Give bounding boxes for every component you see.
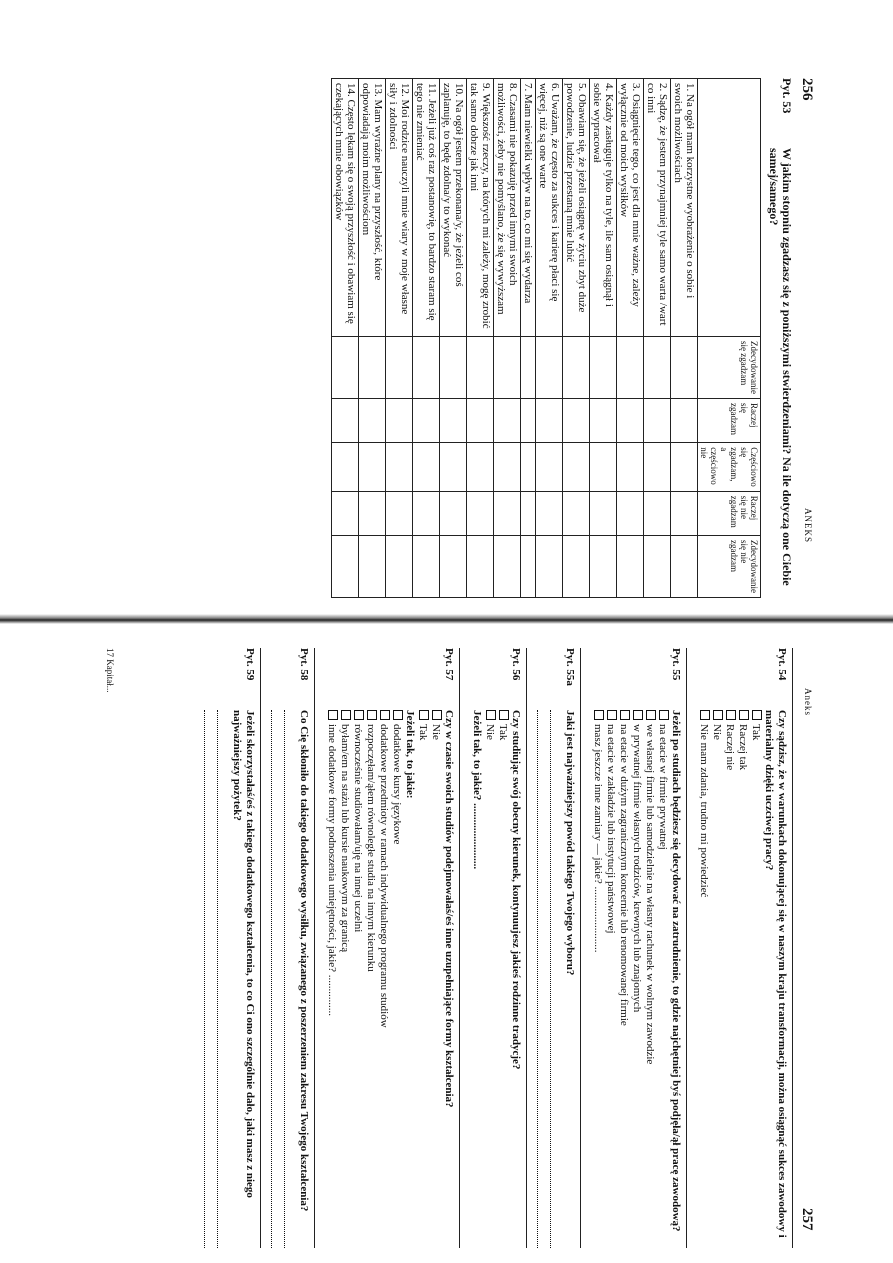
answer-cell[interactable] — [563, 337, 590, 399]
table-row — [332, 79, 359, 598]
page-number-left: 256 — [799, 78, 815, 101]
answer-cell[interactable] — [521, 398, 536, 442]
answer-cell[interactable] — [617, 535, 644, 597]
answer-cell[interactable] — [671, 398, 698, 442]
table-row — [590, 79, 617, 598]
checkbox-icon[interactable] — [367, 710, 377, 720]
answer-cell[interactable] — [413, 491, 440, 535]
answer-cell[interactable] — [359, 443, 386, 492]
checkbox-icon[interactable] — [713, 710, 723, 720]
table-row — [440, 79, 467, 598]
column-header: Raczej się zgadzam — [698, 398, 761, 442]
answer-cell[interactable] — [644, 491, 671, 535]
answer-option[interactable] — [338, 710, 351, 1248]
answer-option[interactable] — [325, 710, 338, 1248]
answer-cell[interactable] — [413, 535, 440, 597]
answer-option[interactable] — [749, 710, 762, 1248]
questions-list — [194, 648, 793, 1248]
option-label: Nie — [711, 724, 723, 740]
question-block — [581, 648, 687, 1248]
grid-header-row — [698, 79, 761, 598]
option-label: byłam/em na stażu lub kursie naukowym za granicą — [339, 724, 351, 953]
answer-cell[interactable] — [359, 337, 386, 399]
answer-line[interactable] — [550, 710, 563, 1248]
option-label: masz jeszcze inne zamiary — jakie? ........................ — [592, 724, 604, 953]
question-number: Pyt. 59 — [244, 648, 256, 681]
question-number: Pyt. 57 — [443, 648, 455, 681]
page-gutter — [0, 614, 893, 624]
answer-cell[interactable] — [536, 535, 563, 597]
answer-option[interactable] — [364, 710, 377, 1248]
answer-cell[interactable] — [521, 443, 536, 492]
statement-cell: 12. Moi rodzice nauczyli mnie wiary w moje własne siły i zdolności — [386, 79, 413, 337]
table-row — [521, 79, 536, 598]
checkbox-icon[interactable] — [607, 710, 617, 720]
answer-cell[interactable] — [413, 443, 440, 492]
answer-option[interactable] — [429, 710, 442, 1248]
option-label: rozpoczęłam/ąłem równoległe studia na innym kierunku — [365, 724, 377, 972]
answer-cell[interactable] — [563, 535, 590, 597]
answer-option[interactable] — [710, 710, 723, 1248]
footnote: 17 Kapitał... — [105, 648, 115, 693]
column-header: Zdecydowanie się zgadzam — [698, 337, 761, 399]
answer-cell[interactable] — [617, 491, 644, 535]
answer-cell[interactable] — [359, 398, 386, 442]
answer-cell[interactable] — [536, 337, 563, 399]
answer-option[interactable] — [617, 710, 630, 1248]
checkbox-icon[interactable] — [380, 710, 390, 720]
answer-option[interactable] — [630, 710, 643, 1248]
answer-cell[interactable] — [332, 491, 359, 535]
table-row — [494, 79, 521, 598]
table-row — [671, 79, 698, 598]
question-text: Czy studiując swój obecny kierunek, kontynuujesz jakieś rodzinne tradycje? — [510, 710, 522, 1070]
statement-cell: 6. Uważam, że często za sukces i karierę płaci się więcej, niż są one warte — [536, 79, 563, 337]
option-label: na etacie w dużym zagranicznym koncernie lub renomowanej firmie — [618, 724, 630, 1026]
table-row — [563, 79, 590, 598]
statement-cell: 3. Osiągnięcie tego, co jest dla mnie ważne, zależy wyłącznie od moich wysiłków — [617, 79, 644, 337]
answer-cell[interactable] — [467, 443, 494, 492]
answer-cell[interactable] — [494, 398, 521, 442]
answer-cell[interactable] — [536, 398, 563, 442]
checkbox-icon[interactable] — [620, 710, 630, 720]
answer-option[interactable] — [351, 710, 364, 1248]
question-block — [687, 648, 793, 1248]
checkbox-icon[interactable] — [739, 710, 749, 720]
answer-cell[interactable] — [386, 491, 413, 535]
option-label: Nie mam zdania, trudno mi powiedzieć — [698, 724, 710, 898]
question-text: Jeżeli skorzystałaś/eś z takiego dodatkowego kształcenia, to co Ci ono szczególnie dało, jaki masz z niego najważniejszy pożytek? — [231, 710, 256, 1198]
option-label: dodatkowe kursy językowe — [391, 724, 403, 845]
question-block — [315, 648, 460, 1248]
answer-cell[interactable] — [563, 443, 590, 492]
table-row — [617, 79, 644, 598]
question-text: Jeżeli po studiach będziesz się decydować na zatrudnienie, to gdzie najchętniej byś podjęła/ął pracę zawodową? — [670, 710, 682, 1232]
statement-header — [698, 79, 761, 337]
question-number: Pyt. 56 — [510, 648, 522, 681]
column-header: Częściowo się zgadzam, a częściowo nie — [698, 443, 761, 492]
column-header: Raczej się nie zgadzam — [698, 491, 761, 535]
checkbox-icon[interactable] — [646, 710, 656, 720]
statement-cell: 14. Często lękam się o swoją przyszłość i obawiam się czekających mnie obowiązków — [332, 79, 359, 337]
answer-option[interactable] — [736, 710, 749, 1248]
answer-cell[interactable] — [644, 535, 671, 597]
statement-cell: 13. Mam wyraźne plany na przyszłość, które odpowiadają moim możliwościom — [359, 79, 386, 337]
option-label: Nie — [430, 724, 442, 740]
answer-cell[interactable] — [467, 398, 494, 442]
answer-option[interactable] — [697, 710, 710, 1248]
statement-cell: 5. Obawiam się, że jeżeli osiągnę w życiu zbyt duże powodzenie, ludzie przestaną mnie lubić — [563, 79, 590, 337]
question-text: Czy w czasie swoich studiów podejmowałaś/eś inne uzupełniające formy kształcenia? — [443, 710, 455, 1108]
running-head-right: Aneks — [803, 688, 813, 716]
answer-cell[interactable] — [386, 398, 413, 442]
answer-cell[interactable] — [413, 337, 440, 399]
answer-cell[interactable] — [467, 535, 494, 597]
question-number: Pyt. 55 — [670, 648, 682, 681]
question-number: Pyt. 55a — [564, 648, 576, 686]
question-block — [460, 648, 527, 1248]
question-number: Pyt. 53 — [780, 78, 794, 114]
answer-line[interactable] — [537, 710, 550, 1248]
statement-cell: 7. Mam niewielki wpływ na to, co mi się wydarza — [521, 79, 536, 337]
statement-cell: 8. Czasami nie pokazuję przed innymi swoich możliwości, żeby nie pomyślano, że się wywyższam — [494, 79, 521, 337]
answer-line[interactable] — [271, 710, 284, 1248]
answer-cell[interactable] — [494, 491, 521, 535]
agreement-grid — [331, 78, 761, 598]
option-label: równocześnie studiowałam/uję na innej uczelni — [352, 724, 364, 933]
answer-cell[interactable] — [536, 491, 563, 535]
answer-option[interactable] — [377, 710, 390, 1248]
answer-cell[interactable] — [332, 337, 359, 399]
answer-cell[interactable] — [671, 443, 698, 492]
answer-cell[interactable] — [671, 491, 698, 535]
followup-text: Jeżeli tak, to jakie? ........................ — [471, 710, 483, 870]
checkbox-icon[interactable] — [486, 710, 496, 720]
answer-cell[interactable] — [590, 491, 617, 535]
checkbox-icon[interactable] — [432, 710, 442, 720]
answer-cell[interactable] — [494, 535, 521, 597]
question-text: Jaki jest najważniejszy powód takiego Twojego wyboru? — [564, 710, 576, 976]
statement-cell: 1. Na ogół mam korzystne wyobrażenie o sobie i swoich możliwościach — [671, 79, 698, 337]
answer-cell[interactable] — [386, 535, 413, 597]
answer-line[interactable] — [284, 710, 297, 1248]
statement-cell: 2. Sądzę, że jestem przynajmniej tyle samo warta /wart co inni — [644, 79, 671, 337]
option-label: we własnej firmie lub samodzielnie na własny rachunek w wolnym zawodzie — [644, 724, 656, 1065]
answer-option[interactable] — [656, 710, 669, 1248]
answer-cell[interactable] — [521, 337, 536, 399]
statement-cell: 11. Jeżeli już coś raz postanowię, to bardzo staram się tego nie zmieniać — [413, 79, 440, 337]
answer-cell[interactable] — [521, 491, 536, 535]
option-label: na etacie w zakładzie lub instytucji państwowej — [605, 724, 617, 934]
answer-cell[interactable] — [644, 398, 671, 442]
answer-cell[interactable] — [617, 398, 644, 442]
answer-cell[interactable] — [590, 443, 617, 492]
question-53-header — [767, 78, 793, 598]
question-number: Pyt. 54 — [776, 648, 788, 681]
answer-cell[interactable] — [386, 337, 413, 399]
checkbox-icon[interactable] — [726, 710, 736, 720]
option-label: inne dodatkowe formy podnoszenia umiejętności, jakie? ............... — [326, 724, 338, 1017]
option-label: Raczej tak — [737, 724, 749, 771]
answer-cell[interactable] — [590, 398, 617, 442]
checkbox-icon[interactable] — [328, 710, 338, 720]
option-label: dodatkowe przedmioty w ramach indywidualnego programu studiów — [378, 724, 390, 1028]
column-header: Zdecydowanie się nie zgadzam — [698, 535, 761, 597]
answer-cell[interactable] — [671, 337, 698, 399]
answer-cell[interactable] — [536, 443, 563, 492]
checkbox-icon[interactable] — [354, 710, 364, 720]
answer-cell[interactable] — [467, 337, 494, 399]
answer-cell[interactable] — [332, 398, 359, 442]
answer-cell[interactable] — [440, 337, 467, 399]
option-label: na etacie w firmie prywatnej — [657, 724, 669, 850]
answer-cell[interactable] — [440, 491, 467, 535]
page-number-right: 257 — [799, 1208, 815, 1231]
answer-cell[interactable] — [521, 535, 536, 597]
checkbox-icon[interactable] — [700, 710, 710, 720]
followup-text: Jeżeli tak, to jakie: — [404, 710, 416, 799]
answer-cell[interactable] — [359, 491, 386, 535]
answer-cell[interactable] — [617, 443, 644, 492]
table-row — [536, 79, 563, 598]
option-label: Raczej nie — [724, 724, 736, 771]
statement-cell: 4. Każdy zasługuje tylko na tyle, ile sam osiągnął i sobie wypracował — [590, 79, 617, 337]
option-label: Tak — [417, 724, 429, 741]
question-block — [194, 648, 261, 1248]
answer-option[interactable] — [591, 710, 604, 1248]
checkbox-icon[interactable] — [594, 710, 604, 720]
table-row — [359, 79, 386, 598]
table-row — [386, 79, 413, 598]
running-head-left: ANEKS — [803, 508, 813, 544]
statement-cell: 9. Większość rzeczy, na których mi zależy, mogę zrobić tak samo dobrze jak inni — [467, 79, 494, 337]
answer-cell[interactable] — [563, 491, 590, 535]
option-label: w prywatnej firmie własnych rodziców, krewnych lub znajomych — [631, 724, 643, 1013]
answer-option[interactable] — [390, 710, 403, 1248]
answer-option[interactable] — [496, 710, 509, 1248]
answer-option[interactable] — [604, 710, 617, 1248]
answer-line[interactable] — [204, 710, 217, 1248]
answer-cell[interactable] — [617, 337, 644, 399]
answer-cell[interactable] — [386, 443, 413, 492]
answer-cell[interactable] — [644, 443, 671, 492]
answer-cell[interactable] — [590, 535, 617, 597]
option-label: Tak — [750, 724, 762, 741]
question-text: Czy sądzisz, że w warunkach dokonującej się w naszym kraju transformacji, można osiągnąć sukces zawodowy i materialny dzięki uczciwej pracy? — [763, 710, 788, 1238]
answer-line[interactable] — [217, 710, 230, 1248]
answer-cell[interactable] — [440, 398, 467, 442]
answer-cell[interactable] — [440, 535, 467, 597]
answer-option[interactable] — [416, 710, 429, 1248]
answer-cell[interactable] — [413, 398, 440, 442]
statement-cell: 10. Na ogół jestem przekonana/y, że jeżeli coś zaplanuję, to będę zdolna/y to wykonać — [440, 79, 467, 337]
answer-cell[interactable] — [332, 443, 359, 492]
page-256 — [93, 78, 815, 598]
checkbox-icon[interactable] — [752, 710, 762, 720]
checkbox-icon[interactable] — [659, 710, 669, 720]
question-text: Co Cię skłoniło do takiego dodatkowego wysiłku, związanego z poszerzeniem zakresu Twojego kształcenia? — [298, 710, 310, 1212]
answer-cell[interactable] — [563, 398, 590, 442]
answer-option[interactable] — [643, 710, 656, 1248]
page-257 — [93, 648, 815, 1248]
question-block — [261, 648, 315, 1248]
question-text: W jakim stopniu zgadzasz się z poniższymi stwierdzeniami? Na ile dotyczą one Ciebie samej/samego? — [767, 148, 794, 586]
option-label: Tak — [497, 724, 509, 741]
question-number: Pyt. 58 — [298, 648, 310, 681]
question-block — [527, 648, 581, 1248]
answer-cell[interactable] — [494, 337, 521, 399]
answer-cell[interactable] — [590, 337, 617, 399]
answer-option[interactable] — [483, 710, 496, 1248]
answer-cell[interactable] — [671, 535, 698, 597]
answer-cell[interactable] — [494, 443, 521, 492]
checkbox-icon[interactable] — [341, 710, 351, 720]
answer-cell[interactable] — [467, 491, 494, 535]
checkbox-icon[interactable] — [419, 710, 429, 720]
answer-option[interactable] — [723, 710, 736, 1248]
table-row — [467, 79, 494, 598]
table-row — [644, 79, 671, 598]
answer-cell[interactable] — [440, 443, 467, 492]
checkbox-icon[interactable] — [499, 710, 509, 720]
answer-cell[interactable] — [332, 535, 359, 597]
checkbox-icon[interactable] — [393, 710, 403, 720]
checkbox-icon[interactable] — [633, 710, 643, 720]
option-label: Nie — [484, 724, 496, 740]
answer-cell[interactable] — [359, 535, 386, 597]
table-row — [413, 79, 440, 598]
answer-cell[interactable] — [644, 337, 671, 399]
